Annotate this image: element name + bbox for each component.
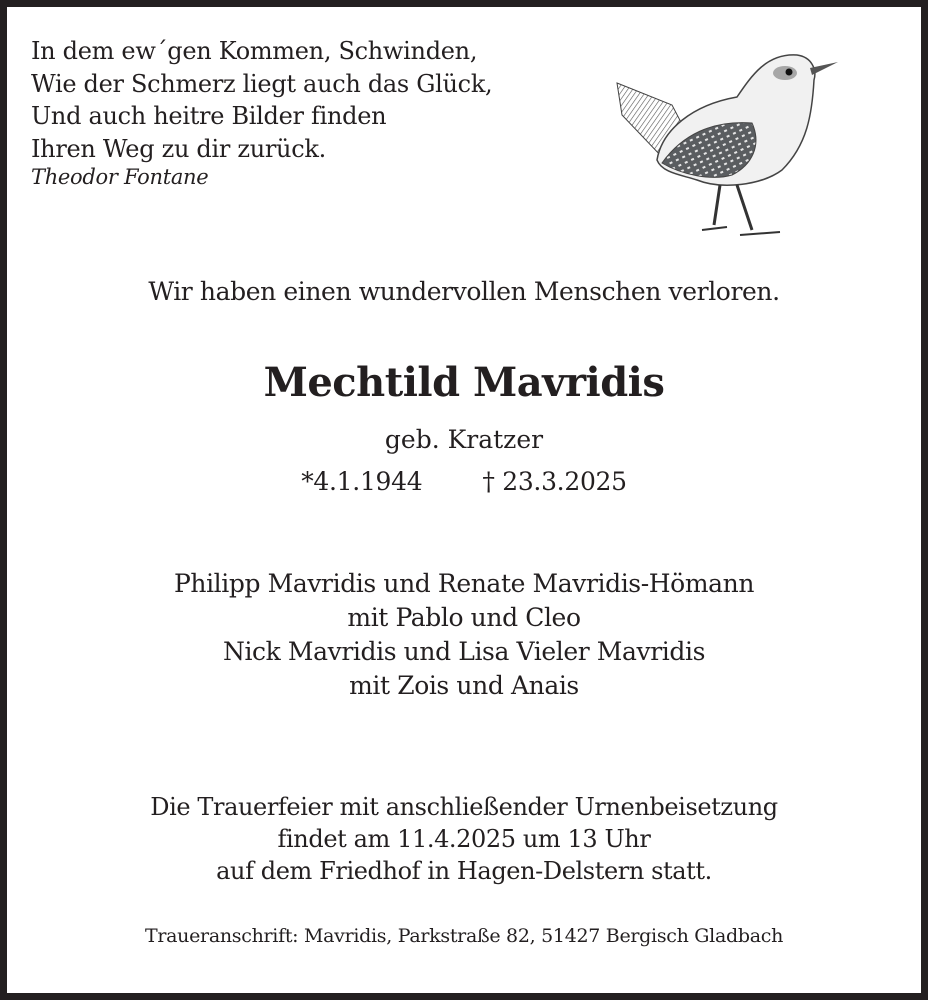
mourner-line: Nick Mavridis und Lisa Vieler Mavridis [222, 637, 706, 666]
mourning-address: Traueranschrift: Mavridis, Parkstraße 82, 51427 Bergisch Gladbach [144, 925, 784, 947]
poem-quote [31, 35, 492, 191]
mourner-line: mit Zois und Anais [349, 671, 579, 700]
mourner-line: Philipp Mavridis und Renate Mavridis-Hömann [173, 569, 755, 598]
mourner-line: mit Pablo und Cleo [347, 603, 581, 632]
obituary-notice [7, 7, 921, 993]
poem-line: In dem ew´gen Kommen, Schwinden, [31, 37, 478, 65]
life-dates [7, 467, 921, 496]
maiden-name: geb. Kratzer [384, 425, 544, 454]
service-line: Die Trauerfeier mit anschließender Urnenbeisetzung [150, 793, 778, 821]
service-line: findet am 11.4.2025 um 13 Uhr [277, 825, 651, 853]
deceased-name: Mechtild Mavridis [263, 359, 665, 406]
poem-line: Wie der Schmerz liegt auch das Glück, [31, 69, 493, 98]
poem-line: Und auch heitre Bilder finden [31, 102, 387, 130]
service-line: auf dem Friedhof in Hagen-Delstern statt. [216, 857, 712, 885]
funeral-service-info [7, 791, 921, 887]
death-date: † 23.3.2025 [482, 467, 627, 496]
mourners-list [7, 567, 921, 703]
birth-date: *4.1.1944 [301, 467, 423, 496]
lead-sentence: Wir haben einen wundervollen Menschen verloren. [148, 277, 780, 306]
wren-bird-icon [602, 35, 842, 245]
poem-line: Ihren Weg zu dir zurück. [31, 134, 326, 163]
poem-author: Theodor Fontane [31, 165, 209, 189]
